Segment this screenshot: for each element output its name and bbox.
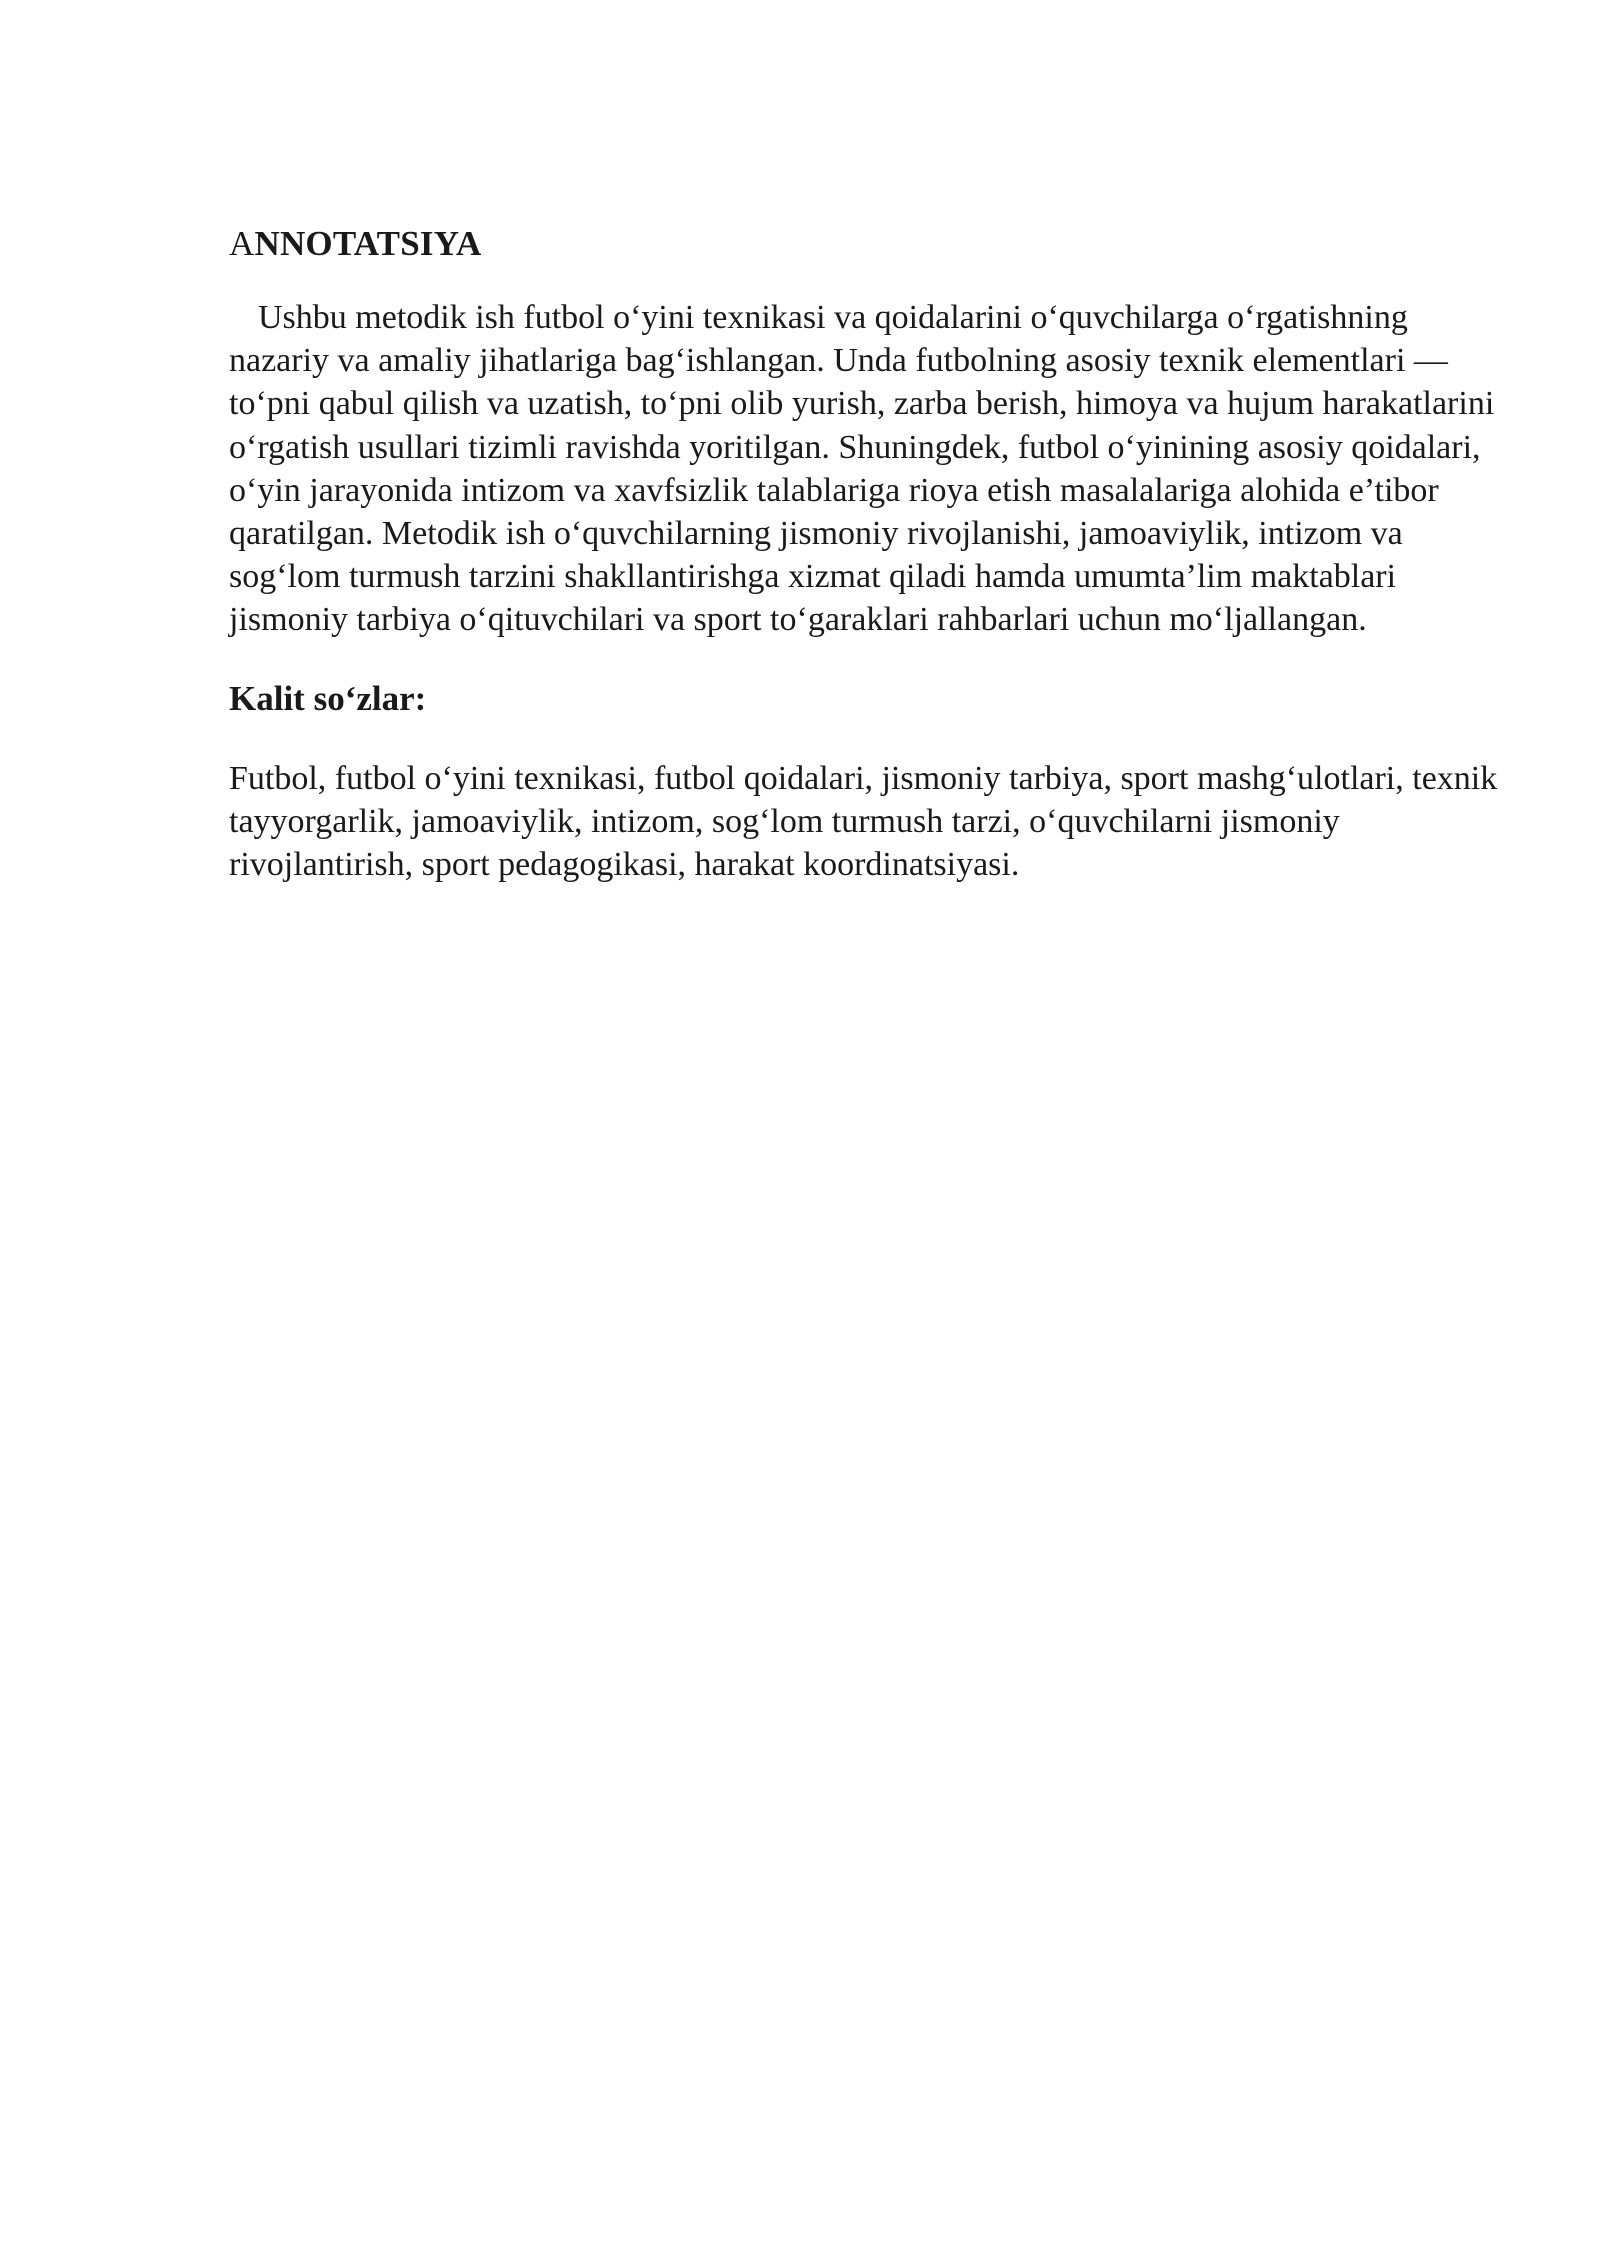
keywords-heading: Kalit so‘zlar:: [229, 678, 427, 718]
page-title: [229, 222, 1499, 266]
keywords-paragraph: Futbol, futbol o‘yini texnikasi, futbol qoidalari, jismoniy tarbiya, sport mashg‘ulotlari, texnik tayyorgarlik, jamoaviylik, intizom, sog‘lom turmush tarzi, o‘quvchilarni jismoniy rivojlantirish, sport pedagogikasi, harakat koordinatsiyasi.: [229, 759, 1498, 884]
page-title-rest: NNOTATSIYA: [254, 224, 482, 263]
abstract-paragraph: Ushbu metodik ish futbol o‘yini texnikasi va qoidalarini o‘quvchilarga o‘rgatishning nazariy va amaliy jihatlariga bag‘ishlangan. Unda futbolning asosiy texnik elementlari — to‘pni qabul qilish va uzatish, to‘pni olib yurish, zarba berish, himoya va hujum harakatlarini o‘rgatish usullari tizimli ravishda yoritilgan. Shuningdek, futbol o‘yinining asosiy qoidalari, o‘yin jarayonida intizom va xavfsizlik talablariga rioya etish masalalariga alohida e’tibor qaratilgan. Metodik ish o‘quvchilarning jismoniy rivojlanishi, jamoaviylik, intizom va sog‘lom turmush tarzini shakllantirishga xizmat qiladi hamda umumta’lim maktablari jismoniy tarbiya o‘qituvchilari va sport to‘garaklari rahbarlari uchun mo‘ljallangan.: [229, 299, 1495, 639]
page-content: [229, 222, 1499, 886]
page-title-initial: A: [229, 224, 255, 263]
